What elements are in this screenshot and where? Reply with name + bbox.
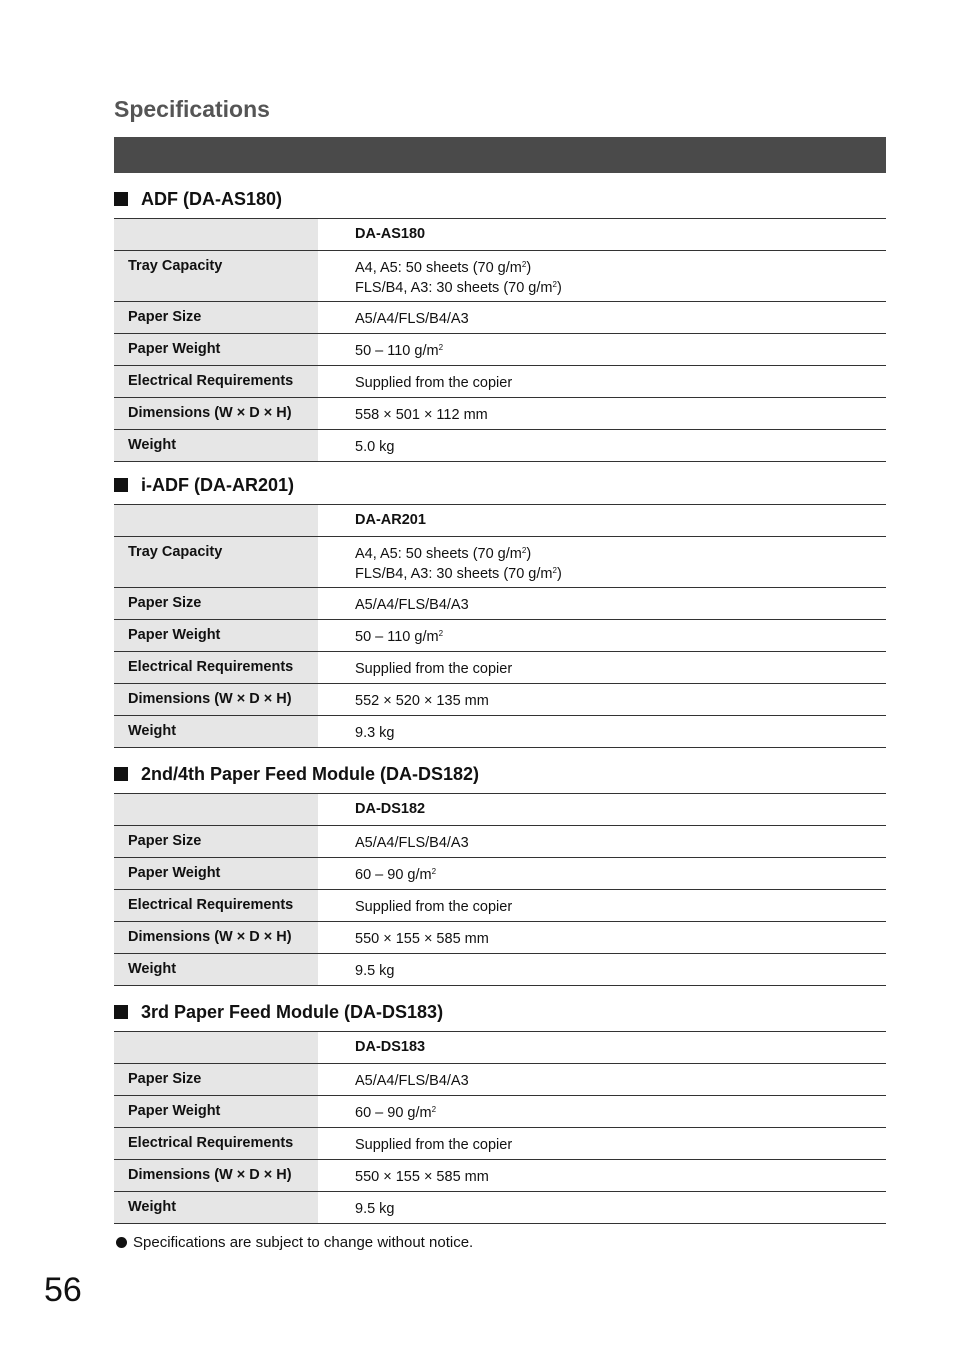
spec-table xyxy=(114,504,886,748)
model-name: DA-DS183 xyxy=(318,1032,886,1064)
empty-label-cell xyxy=(114,219,318,251)
value-line: FLS/B4, A3: 30 sheets (70 $g/m^2$) xyxy=(355,280,562,296)
row-label: Weight xyxy=(114,954,318,986)
table-row xyxy=(114,251,886,302)
section-heading xyxy=(114,762,886,786)
row-value xyxy=(318,1160,886,1192)
model-name: DA-AS180 xyxy=(318,219,886,251)
spec-table-body xyxy=(114,219,886,462)
row-label: Paper Weight xyxy=(114,858,318,890)
bullet-dot-icon xyxy=(116,1237,127,1248)
section-i-adf xyxy=(114,473,886,748)
row-value xyxy=(318,684,886,716)
section-2nd-4th-feed-module xyxy=(114,762,886,986)
value-line: 50 – 110 $g/m^2$ xyxy=(355,343,444,359)
empty-label-cell xyxy=(114,505,318,537)
value-line: FLS/B4, A3: 30 sheets (70 $g/m^2$) xyxy=(355,566,562,582)
value-line: 9.3 kg xyxy=(355,725,395,741)
row-label: Paper Weight xyxy=(114,620,318,652)
table-row xyxy=(114,922,886,954)
value-line: Supplied from the copier xyxy=(355,661,513,677)
value-line: 9.5 kg xyxy=(355,1201,395,1217)
spec-table xyxy=(114,218,886,462)
row-label: Paper Size xyxy=(114,1064,318,1096)
table-row xyxy=(114,716,886,748)
spec-table-body xyxy=(114,794,886,986)
row-value xyxy=(318,954,886,986)
row-label: Electrical Requirements xyxy=(114,1128,318,1160)
spec-table xyxy=(114,1031,886,1224)
table-row xyxy=(114,652,886,684)
section-adf xyxy=(114,187,886,462)
square-bullet-icon xyxy=(114,192,128,206)
model-header-row xyxy=(114,505,886,537)
model-header-row xyxy=(114,219,886,251)
row-label: Paper Weight xyxy=(114,1096,318,1128)
value-line: A4, A5: 50 sheets (70 $g/m^2$) xyxy=(355,260,532,276)
value-line: Supplied from the copier xyxy=(355,1137,513,1153)
value-line: A5/A4/FLS/B4/A3 xyxy=(355,1073,469,1089)
footnote-text: Specifications are subject to change without notice. xyxy=(133,1234,474,1251)
row-label: Paper Size xyxy=(114,588,318,620)
section-heading-text: 3rd Paper Feed Module (DA-DS183) xyxy=(141,1001,444,1022)
row-label: Dimensions (W × D × H) xyxy=(114,922,318,954)
header-bar xyxy=(114,137,886,173)
table-row xyxy=(114,954,886,986)
table-row xyxy=(114,1064,886,1096)
model-name: DA-AR201 xyxy=(318,505,886,537)
row-value xyxy=(318,251,886,302)
value-line: A5/A4/FLS/B4/A3 xyxy=(355,597,469,613)
value-line: 558 × 501 × 112 mm xyxy=(355,407,488,423)
spec-table-body xyxy=(114,1032,886,1224)
row-label: Electrical Requirements xyxy=(114,366,318,398)
section-3rd-feed-module xyxy=(114,1000,886,1224)
row-value xyxy=(318,652,886,684)
empty-label-cell xyxy=(114,794,318,826)
row-label: Dimensions (W × D × H) xyxy=(114,1160,318,1192)
row-label: Dimensions (W × D × H) xyxy=(114,398,318,430)
table-row xyxy=(114,1096,886,1128)
table-row xyxy=(114,1128,886,1160)
row-label: Paper Size xyxy=(114,826,318,858)
row-label: Dimensions (W × D × H) xyxy=(114,684,318,716)
value-line: A4, A5: 50 sheets (70 $g/m^2$) xyxy=(355,546,532,562)
table-row xyxy=(114,1192,886,1224)
row-value xyxy=(318,716,886,748)
row-value xyxy=(318,826,886,858)
page-title: Specifications xyxy=(114,96,270,122)
value-line: 60 – 90 $g/m^2$ xyxy=(355,867,437,883)
spec-table xyxy=(114,793,886,986)
row-label: Electrical Requirements xyxy=(114,652,318,684)
row-label: Electrical Requirements xyxy=(114,890,318,922)
row-label: Weight xyxy=(114,1192,318,1224)
row-value xyxy=(318,858,886,890)
row-value xyxy=(318,588,886,620)
spec-table-body xyxy=(114,505,886,748)
row-label: Paper Size xyxy=(114,302,318,334)
row-value xyxy=(318,620,886,652)
row-value xyxy=(318,334,886,366)
table-row xyxy=(114,398,886,430)
model-header-row xyxy=(114,794,886,826)
table-row xyxy=(114,302,886,334)
row-value xyxy=(318,1064,886,1096)
table-row xyxy=(114,1160,886,1192)
row-label: Tray Capacity xyxy=(114,251,318,302)
footnote xyxy=(116,1234,473,1251)
model-name: DA-DS182 xyxy=(318,794,886,826)
row-value xyxy=(318,1128,886,1160)
table-row xyxy=(114,537,886,588)
section-heading xyxy=(114,473,886,497)
value-line: Supplied from the copier xyxy=(355,899,513,915)
value-line: A5/A4/FLS/B4/A3 xyxy=(355,835,469,851)
section-heading xyxy=(114,1000,886,1024)
table-row xyxy=(114,858,886,890)
row-label: Weight xyxy=(114,716,318,748)
table-row xyxy=(114,684,886,716)
row-value xyxy=(318,890,886,922)
section-heading-text: 2nd/4th Paper Feed Module (DA-DS182) xyxy=(141,763,480,784)
table-row xyxy=(114,334,886,366)
row-value xyxy=(318,1192,886,1224)
row-value xyxy=(318,366,886,398)
value-line: 50 – 110 $g/m^2$ xyxy=(355,629,444,645)
section-heading-text: i-ADF (DA-AR201) xyxy=(141,474,294,495)
row-value xyxy=(318,398,886,430)
row-value xyxy=(318,302,886,334)
table-row xyxy=(114,430,886,462)
value-line: 550 × 155 × 585 mm xyxy=(355,931,489,947)
table-row xyxy=(114,366,886,398)
row-value xyxy=(318,430,886,462)
value-line: 550 × 155 × 585 mm xyxy=(355,1169,489,1185)
row-value xyxy=(318,1096,886,1128)
row-label: Weight xyxy=(114,430,318,462)
page-number: 56 xyxy=(44,1271,82,1309)
square-bullet-icon xyxy=(114,478,128,492)
table-row xyxy=(114,588,886,620)
value-line: 9.5 kg xyxy=(355,963,395,979)
row-label: Paper Weight xyxy=(114,334,318,366)
value-line: 60 – 90 $g/m^2$ xyxy=(355,1105,437,1121)
value-line: Supplied from the copier xyxy=(355,375,513,391)
row-label: Tray Capacity xyxy=(114,537,318,588)
table-row xyxy=(114,890,886,922)
section-heading xyxy=(114,187,886,211)
table-row xyxy=(114,826,886,858)
value-line: 5.0 kg xyxy=(355,439,395,455)
row-value xyxy=(318,537,886,588)
empty-label-cell xyxy=(114,1032,318,1064)
square-bullet-icon xyxy=(114,1005,128,1019)
table-row xyxy=(114,620,886,652)
model-header-row xyxy=(114,1032,886,1064)
row-value xyxy=(318,922,886,954)
value-line: A5/A4/FLS/B4/A3 xyxy=(355,311,469,327)
value-line: 552 × 520 × 135 mm xyxy=(355,693,489,709)
section-heading-text: ADF (DA-AS180) xyxy=(141,188,283,209)
square-bullet-icon xyxy=(114,767,128,781)
